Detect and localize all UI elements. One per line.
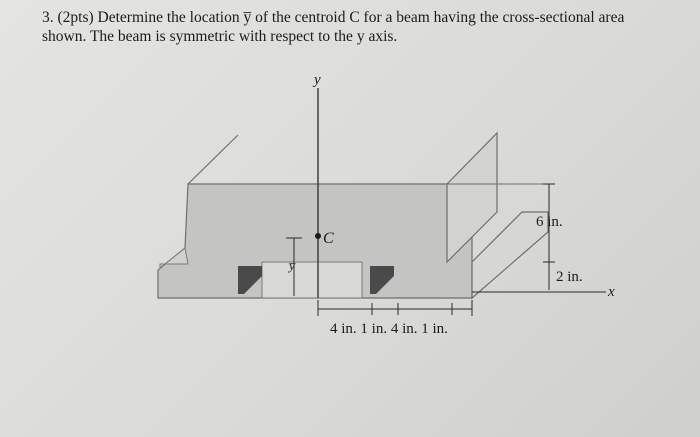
dim-height-total: 6 in.	[536, 214, 563, 230]
extrusion-edge-left	[188, 135, 238, 184]
ybar-label: y̅	[289, 258, 295, 273]
centroid-label: C	[323, 230, 334, 247]
y-axis-label: y	[314, 72, 321, 88]
centroid-point	[315, 233, 321, 239]
center-slot	[262, 262, 362, 298]
problem-line-2: shown. The beam is symmetric with respect to the y axis.	[42, 28, 398, 45]
dim-widths-label: 4 in. 1 in. 4 in. 1 in.	[330, 321, 448, 337]
dim-height-step: 2 in.	[556, 269, 583, 285]
x-axis-label: x	[608, 284, 615, 300]
problem-line-1: 3. (2pts) Determine the location y̅ of the centroid C for a beam having the cross-sectional area	[42, 9, 625, 26]
